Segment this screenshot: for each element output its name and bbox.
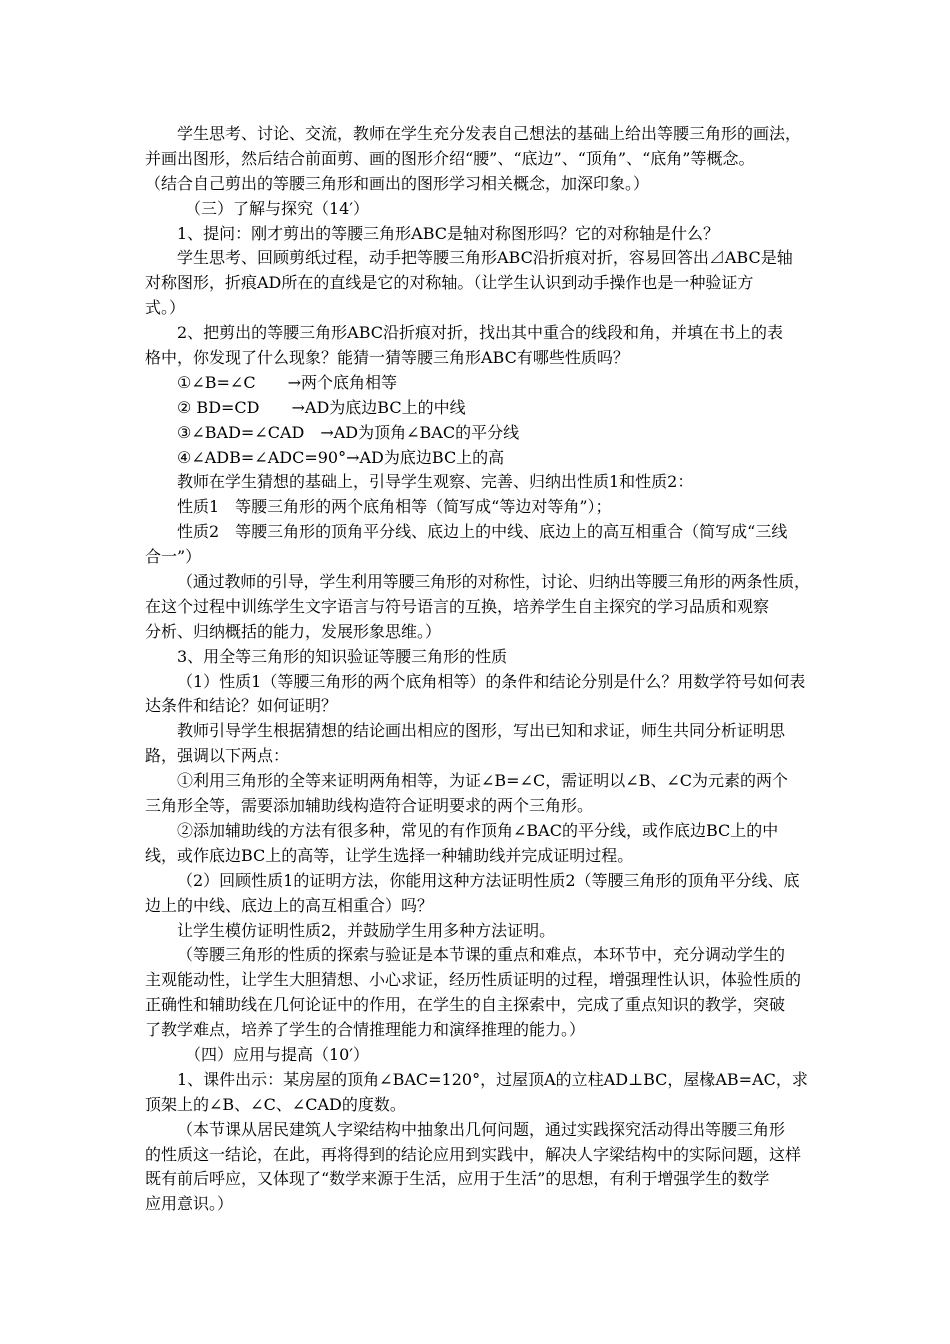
paragraph-line: 教师引导学生根据猜想的结论画出相应的图形，写出已知和求证，师生共同分析证明思 — [177, 721, 786, 741]
paragraph-line: 教师在学生猜想的基础上，引导学生观察、完善、归纳出性质1和性质2： — [177, 472, 694, 492]
paragraph-line: 让学生模仿证明性质2，并鼓励学生用多种方法证明。 — [177, 920, 556, 940]
paragraph-line: （2）回顾性质1的证明方法，你能用这种方法证明性质2（等腰三角形的顶角平分线、底 — [177, 870, 800, 890]
paragraph-line: 边上的中线、底边上的高互相重合）吗？ — [145, 895, 434, 915]
paragraph-line: ②添加辅助线的方法有很多种，常见的有作顶角∠BAC的平分线，或作底边BC上的中 — [177, 820, 779, 840]
property-item: ② BD=CD →AD为底边BC上的中线 — [177, 397, 466, 417]
paragraph-line: 对称图形，折痕AD所在的直线是它的对称轴。（让学生认识到动手操作也是一种验证方 — [145, 273, 754, 293]
property-item: ③∠BAD=∠CAD →AD为顶角∠BAC的平分线 — [177, 422, 520, 442]
paragraph-line: 格中，你发现了什么现象？能猜一猜等腰三角形ABC有哪些性质吗？ — [145, 348, 629, 368]
paragraph-line: 学生思考、讨论、交流，教师在学生充分发表自己想法的基础上给出等腰三角形的画法， — [177, 124, 802, 143]
paragraph-line: （结合自己剪出的等腰三角形和画出的图形学习相关概念，加深印象。） — [145, 173, 650, 193]
paragraph-line: 路，强调以下两点： — [145, 746, 290, 766]
paragraph-line: 1、提问：刚才剪出的等腰三角形ABC是轴对称图形吗？它的对称轴是什么？ — [177, 223, 720, 243]
paragraph-line: 正确性和辅助线在几何论证中的作用，在学生的自主探索中，完成了重点知识的教学，突破 — [145, 995, 786, 1015]
paragraph-line: 既有前后呼应，又体现了“数学来源于生活，应用于生活”的思想，有利于增强学生的数学 — [145, 1169, 770, 1189]
paragraph-line: （1）性质1（等腰三角形的两个底角相等）的条件和结论分别是什么？用数学符号如何表 — [177, 671, 806, 691]
paragraph-line: 分析、归纳概括的能力，发展形象思维。） — [145, 621, 442, 641]
paragraph-line: 的性质这一结论，在此，再将得到的结论应用到实践中，解决人字梁结构中的实际问题，这样 — [145, 1144, 802, 1164]
paragraph-line: （等腰三角形的性质的探索与验证是本节课的重点和难点，本环节中，充分调动学生的 — [177, 945, 786, 965]
section-heading: （三）了解与探究（14′） — [185, 198, 369, 218]
paragraph-line: 学生思考、回顾剪纸过程，动手把等腰三角形ABC沿折痕对折，容易回答出⊿ABC是轴 — [177, 248, 793, 268]
property-item: ①∠B=∠C →两个底角相等 — [177, 372, 397, 392]
property-item: ④∠ADB=∠ADC=90°→AD为底边BC上的高 — [177, 447, 505, 467]
paragraph-line: 合一”） — [145, 547, 202, 567]
paragraph-line: （本节课从居民建筑人字梁结构中抽象出几何问题，通过实践探究活动得出等腰三角形 — [177, 1119, 786, 1139]
paragraph-line: （通过教师的引导，学生利用等腰三角形的对称性，讨论、归纳出等腰三角形的两条性质， — [177, 572, 810, 592]
paragraph-line: 达条件和结论？如何证明？ — [145, 696, 338, 716]
paragraph-line: 2、把剪出的等腰三角形ABC沿折痕对折，找出其中重合的线段和角，并填在书上的表 — [177, 323, 784, 343]
paragraph-line: 了教学难点，培养了学生的合情推理能力和演绎推理的能力。） — [145, 1020, 586, 1040]
property-statement: 性质1 等腰三角形的两个底角相等（简写成“等边对等角”）； — [177, 497, 612, 517]
paragraph-line: 线，或作底边BC上的高等，让学生选择一种辅助线并完成证明过程。 — [145, 845, 634, 865]
paragraph-line: 式。） — [145, 298, 186, 318]
paragraph-line: 并画出图形，然后结合前面剪、画的图形介绍“腰”、“底边”、“顶角”、“底角”等概念。 — [145, 148, 755, 168]
paragraph-line: 顶架上的∠B、∠C、∠CAD的度数。 — [145, 1094, 406, 1114]
document-page — [145, 122, 810, 1217]
paragraph-line: 应用意识。） — [145, 1194, 234, 1214]
paragraph-line: ①利用三角形的全等来证明两角相等，为证∠B=∠C，需证明以∠B、∠C为元素的两个 — [177, 771, 789, 791]
paragraph-line: 三角形全等，需要添加辅助线构造符合证明要求的两个三角形。 — [145, 796, 594, 816]
paragraph-line: 1、课件出示：某房屋的顶角∠BAC=120°，过屋顶A的立柱AD⊥BC，屋椽AB=AC，求 — [177, 1069, 808, 1089]
section-heading: （四）应用与提高（10′） — [185, 1044, 369, 1064]
paragraph-line: 在这个过程中训练学生文字语言与符号语言的互换，培养学生自主探究的学习品质和观察 — [145, 596, 770, 616]
paragraph-line: 3、用全等三角形的知识验证等腰三角形的性质 — [177, 646, 508, 666]
property-statement: 性质2 等腰三角形的顶角平分线、底边上的中线、底边上的高互相重合（简写成“三线 — [177, 522, 788, 542]
paragraph-line: 主观能动性，让学生大胆猜想、小心求证，经历性质证明的过程，增强理性认识，体验性质的 — [145, 970, 802, 990]
